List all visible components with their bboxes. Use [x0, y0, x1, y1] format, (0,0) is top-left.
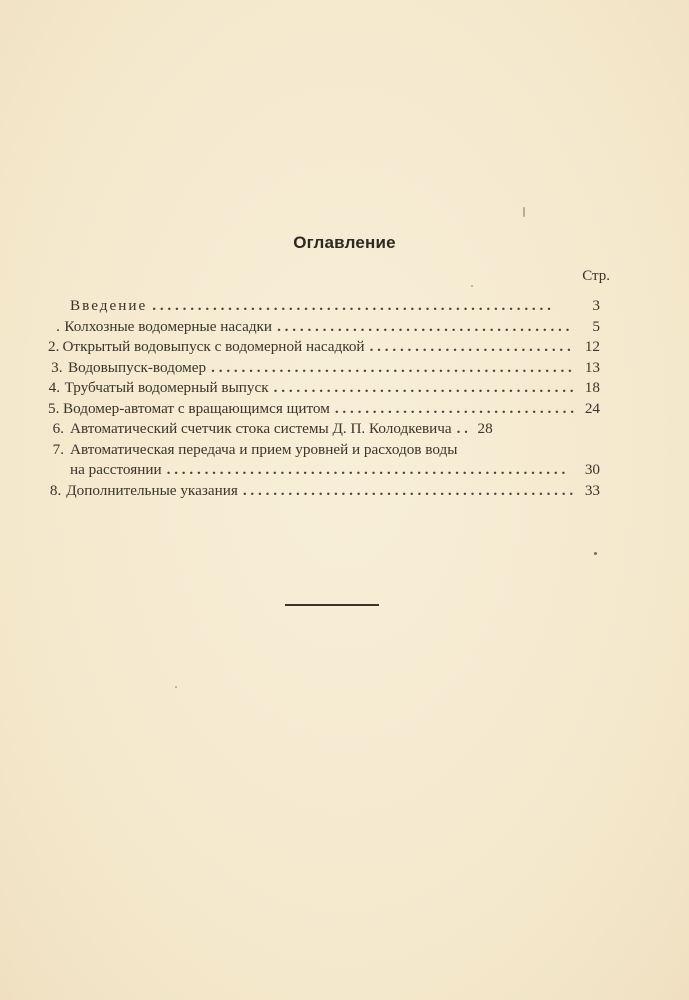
toc-entry-number: 2.	[48, 338, 60, 355]
toc-entry	[48, 337, 600, 358]
dot-leader	[211, 358, 574, 379]
page-column-label: Стр.	[582, 268, 610, 284]
toc-entry-title: Дополнительные указания	[66, 481, 238, 499]
dot-leader	[167, 460, 574, 481]
toc-entry-page: 33	[584, 481, 600, 499]
toc-entry	[48, 296, 600, 317]
toc-entry-number: 8.	[49, 481, 62, 499]
toc-entry-page: 30	[584, 461, 600, 478]
toc-entry-title: Автоматическая передача и прием уровней и расходов воды	[70, 440, 458, 458]
toc-entry-page: 24	[584, 399, 600, 417]
toc-entry-page: 3	[592, 297, 600, 314]
toc-entry-title: Водомер-автомат с вращающимся щитом	[62, 399, 330, 417]
dot-leader	[457, 419, 467, 440]
dot-leader	[152, 296, 574, 317]
toc-entry	[48, 419, 600, 440]
toc-entry-page: 18	[584, 379, 600, 396]
page-heading: Оглавление	[293, 233, 396, 252]
paper-speck	[523, 207, 525, 217]
toc-entry-page: 28	[477, 420, 493, 437]
toc-entry	[48, 399, 600, 420]
closing-rule	[285, 604, 379, 606]
toc-entry-number: 7.	[52, 440, 64, 458]
paper-speck	[175, 686, 177, 688]
toc-entry-number: 3.	[51, 358, 63, 376]
dot-leader	[243, 481, 574, 502]
toc-entry-title: Открытый водовыпуск с водомерной насадкой	[62, 338, 365, 355]
table-of-contents	[48, 296, 600, 501]
toc-entry-number: 6.	[52, 420, 64, 437]
toc-entry-title: Трубчатый водомерный выпуск	[64, 379, 269, 396]
toc-entry	[48, 440, 600, 481]
toc-entry	[48, 378, 600, 399]
toc-entry	[48, 317, 600, 338]
toc-entry-title: Колхозные водомерные насадки	[64, 317, 273, 335]
toc-entry	[48, 358, 600, 379]
toc-entry-page: 13	[584, 358, 600, 376]
paper-speck	[471, 285, 473, 287]
dot-leader	[370, 337, 574, 358]
dot-leader	[274, 378, 574, 399]
toc-entry-page: 12	[584, 338, 600, 355]
toc-entry-number: 4.	[48, 379, 61, 396]
toc-entry-number: 5.	[48, 399, 60, 417]
toc-entry-title: Водовыпуск-водомер	[68, 358, 207, 376]
toc-entry-page: 5	[592, 317, 600, 335]
toc-entry-title: Автоматический счетчик стока системы Д. П. Колодкевича	[70, 420, 452, 437]
toc-entry	[48, 481, 600, 502]
toc-entry-title-continuation: на расстоянии	[70, 461, 162, 478]
paper-speck	[594, 552, 597, 555]
toc-entry-title: Введение	[70, 297, 148, 314]
toc-entry-number: .	[56, 317, 60, 335]
dot-leader	[277, 317, 574, 338]
dot-leader	[335, 399, 574, 420]
